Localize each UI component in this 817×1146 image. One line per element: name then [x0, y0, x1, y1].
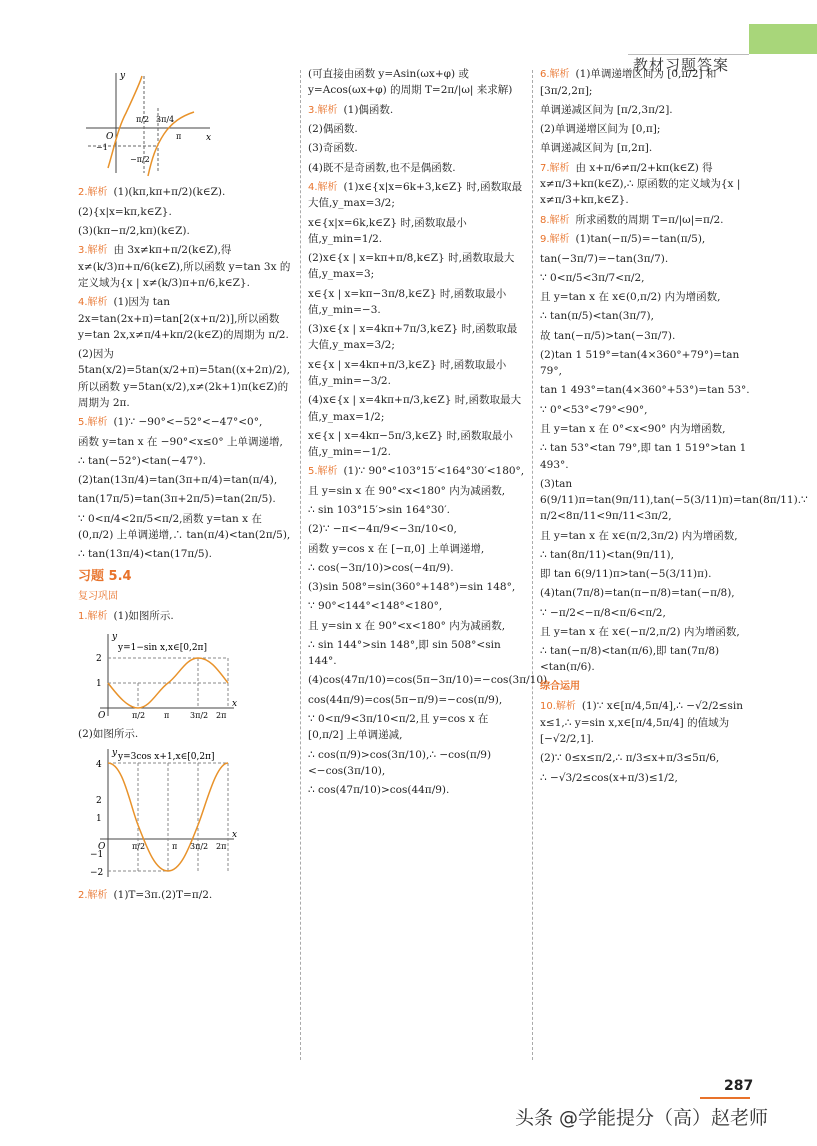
page-number: 287	[724, 1078, 754, 1094]
answer-text: ∴ sin 103°15′>sin 164°30′.	[308, 504, 450, 517]
subsection-title: 复习巩固	[78, 590, 118, 602]
answer-9	[540, 231, 758, 248]
answer-text: (3)tan 6(9/11)π=tan(9π/11),tan(−5(3/11)π)=tan(8π/11).∵ π/2<8π/11<9π/11<3π/2,	[540, 477, 808, 523]
answer-text: (4)x∈{x | x=4kπ+π/3,k∈Z} 时,函数取最大值,y_max=1/2;	[308, 394, 522, 423]
answer-text: 由 x+π/6≠π/2+kπ(k∈Z) 得 x≠π/3+kπ(k∈Z),∴ 原函数的定义域为{x | x≠π/3+kπ,k∈Z}.	[540, 161, 741, 207]
answer-text: x∈{x | x=kπ−3π/8,k∈Z} 时,函数取最小值,y_min=−3.	[308, 287, 507, 316]
answer-7	[540, 160, 758, 209]
answer-label: 3.解析	[308, 104, 338, 116]
answer-text: ∴ tan(π/5)<tan(3π/7),	[540, 310, 654, 323]
answer-label: 2.解析	[78, 889, 108, 901]
sine-graph	[78, 628, 238, 720]
answer-4	[78, 294, 296, 343]
answer-label: 9.解析	[540, 234, 570, 246]
answer-text: 单调递减区间为 [π,2π].	[540, 142, 653, 155]
tick-label: π	[176, 132, 182, 141]
answer-text: (3)奇函数.	[308, 142, 358, 155]
answer-text: ∴ tan(−52°)<tan(−47°).	[78, 454, 206, 467]
tick-label: 2π	[216, 710, 227, 720]
answer-label: 5.解析	[308, 466, 338, 478]
header-bar	[0, 24, 817, 74]
answer-text: tan 1 493°=tan(4×360°+53°)=tan 53°.	[540, 384, 750, 397]
answer-text: (1)∵ −90°<−52°<−47°<0°,	[113, 416, 263, 429]
tick-label: 3π/2	[190, 841, 209, 851]
answer-text: ∴ tan 53°<tan 79°,即 tan 1 519°>tan 1 493°.	[540, 442, 747, 471]
answer-label: 5.解析	[78, 417, 108, 429]
tick-label: 3π/2	[190, 710, 209, 720]
answer-text: (可直接由函数 y=Asin(ωx+φ) 或 y=Acos(ωx+φ) 的周期 T=2π/|ω| 来求解)	[308, 68, 513, 97]
exercise-2	[78, 887, 296, 904]
answer-text: (1)∵ x∈[π/4,5π/4],∴ −√2/2≤sin x≤1,∴ y=sin x,x∈[π/4,5π/4] 的值域为 [−√2/2,1].	[540, 700, 743, 745]
answer-label: 7.解析	[540, 162, 570, 174]
answer-label: 4.解析	[78, 297, 108, 309]
tick-label: 1	[96, 813, 102, 824]
answer-text: 所求函数的周期 T=π/|ω|=π/2.	[575, 213, 724, 226]
tick-label: π	[164, 710, 170, 720]
tick-label: 2π	[216, 841, 227, 851]
origin-label: O	[98, 841, 106, 852]
answer-text: (1)(kπ,kπ+π/2)(k∈Z).	[113, 186, 226, 198]
answer-text: ∴ tan(8π/11)<tan(9π/11),	[540, 548, 674, 561]
answer-text: (2)单调递增区间为 [0,π];	[540, 123, 661, 136]
graph-caption: y=1−sin x,x∈[0,2π]	[118, 642, 207, 653]
header-title: 教材习题答案	[632, 56, 729, 74]
answer-text: ∴ cos(−3π/10)>cos(−4π/9).	[308, 561, 454, 574]
answer-text: ∴ sin 144°>sin 148°,即 sin 508°<sin 144°.	[308, 638, 501, 668]
answer-text: 且 y=tan x 在 x∈(π/2,3π/2) 内为增函数,	[540, 529, 738, 542]
tick-label: −2	[90, 867, 104, 878]
tick-label: π/2	[136, 115, 150, 124]
answer-label: 4.解析	[308, 181, 338, 193]
answer-text: ∵ 0°<53°<79°<90°,	[540, 403, 648, 416]
answer-text: 由 3x≠kπ+π/2(k∈Z),得 x≠(k/3)π+π/6(k∈Z),所以函数 y=tan 3x 的定义域为{x | x≠(k/3)π+π/6,k∈Z}.	[78, 244, 291, 289]
answer-3	[78, 242, 296, 291]
answer-text: ∴ −√3/2≤cos(x+π/3)≤1/2,	[540, 771, 678, 784]
answer-3	[308, 102, 526, 119]
column-divider	[300, 70, 301, 1060]
tan-graph	[78, 68, 218, 178]
answer-text: (2)因为 5tan(x/2)=5tan(x/2+π)=5tan((x+2π)/2),所以函数 y=5tan(x/2),x≠(2k+1)π(k∈Z)的周期为 2π.	[78, 348, 290, 409]
answer-text: 且 y=tan x 在 0°<x<90° 内为增函数,	[540, 422, 726, 435]
tick-label: 2	[96, 653, 102, 664]
answer-8	[540, 212, 758, 229]
answer-text: x∈{x|x=6k,k∈Z} 时,函数取最小值,y_min=1/2.	[308, 216, 467, 245]
answer-text: ∵ 0<π/4<2π/5<π/2,函数 y=tan x 在 (0,π/2) 上单调递增,∴ tan(π/4)<tan(2π/5),	[78, 512, 291, 541]
axis-label-x: x	[232, 698, 238, 709]
answer-label: 10.解析	[540, 701, 576, 713]
header-accent	[749, 24, 817, 54]
header-rule	[628, 54, 749, 55]
section-title: 综合运用	[540, 680, 580, 692]
graph-caption: y=3cos x+1,x∈[0,2π]	[118, 751, 215, 762]
cosine-graph	[78, 745, 238, 881]
axis-label-y: y	[112, 747, 118, 758]
answer-text: (2)∵ −π<−4π/9<−3π/10<0,	[308, 523, 457, 536]
answer-label: 8.解析	[540, 214, 570, 226]
answer-label: 2.解析	[78, 187, 108, 198]
column-2	[308, 66, 551, 801]
answer-text: 且 y=sin x 在 90°<x<180° 内为减函数,	[308, 484, 506, 497]
tick-label: 2	[96, 795, 102, 806]
answer-text: (2)如图所示.	[78, 727, 139, 740]
answer-2	[78, 184, 296, 201]
answer-text: tan(17π/5)=tan(3π+2π/5)=tan(2π/5).	[78, 493, 276, 506]
answer-text: (2)x∈{x | x=kπ+π/8,k∈Z} 时,函数取最大值,y_max=3;	[308, 252, 515, 281]
answer-text: 即 tan 6(9/11)π>tan(−5(3/11)π).	[540, 568, 712, 581]
answer-text: (1)单调递增区间为 [0,π/2] 和 [3π/2,2π];	[540, 68, 717, 97]
column-divider	[532, 70, 533, 1060]
answer-label: 1.解析	[78, 611, 108, 623]
answer-text: ∵ 90°<144°<148°<180°,	[308, 600, 443, 613]
answer-text: (1)x∈{x|x=6k+3,k∈Z} 时,函数取最大值,y_max=3/2;	[308, 180, 523, 210]
answer-text: 单调递减区间为 [π/2,3π/2].	[540, 103, 673, 116]
answer-5	[78, 414, 296, 431]
answer-text: (1)∵ 90°<103°15′<164°30′<180°,	[343, 465, 525, 478]
answer-text: x∈{x | x=4kπ−5π/3,k∈Z} 时,函数取最小值,y_min=−1/2.	[308, 429, 513, 459]
answer-text: tan(−3π/7)=−tan(3π/7).	[540, 252, 669, 265]
answer-text: (1)T=3π.(2)T=π/2.	[113, 888, 213, 901]
answer-text: 函数 y=tan x 在 −90°<x≤0° 上单调递增,	[78, 435, 283, 448]
page-number-underline	[700, 1097, 750, 1099]
axis-label-x: x	[232, 829, 238, 840]
tick-label: 3π/4	[156, 115, 175, 124]
answer-text: ∴ tan(13π/4)<tan(17π/5).	[78, 548, 212, 561]
answer-text: 且 y=tan x 在 x∈(−π/2,π/2) 内为增函数,	[540, 625, 740, 638]
axis-label-x: x	[206, 133, 212, 143]
answer-text: (1)tan(−π/5)=−tan(π/5),	[575, 233, 706, 246]
watermark: 头条 @学能提分（高）赵老师	[515, 1107, 769, 1129]
answer-text: ∴ tan(−π/8)<tan(π/6),即 tan(7π/8)<tan(π/6).	[540, 645, 720, 674]
exercise-1	[78, 608, 296, 625]
answer-text: (4)tan(7π/8)=tan(π−π/8)=tan(−π/8),	[540, 587, 735, 600]
answer-text: 且 y=tan x 在 x∈(0,π/2) 内为增函数,	[540, 291, 721, 304]
axis-label-y: y	[120, 71, 126, 81]
answer-text: 函数 y=cos x 在 [−π,0] 上单调递增,	[308, 542, 485, 555]
answer-text: (2)∵ 0≤x≤π/2,∴ π/3≤x+π/3≤5π/6,	[540, 752, 720, 765]
answer-label: 3.解析	[78, 245, 108, 257]
answer-text: (1)如图所示.	[113, 610, 174, 623]
answer-text: (3)(kπ−π/2,kπ)(k∈Z).	[78, 224, 190, 237]
tick-label: −1	[96, 143, 108, 152]
origin-label: O	[106, 132, 114, 142]
answer-text: (4)cos(47π/10)=cos(5π−3π/10)=−cos(3π/10),	[308, 674, 551, 687]
section-title: 习题 5.4	[78, 568, 132, 584]
answer-text: cos(44π/9)=cos(5π−π/9)=−cos(π/9),	[308, 693, 503, 706]
answer-10	[540, 698, 758, 747]
answer-text: ∵ 0<π/9<3π/10<π/2,且 y=cos x 在 [0,π/2] 上单调递减,	[308, 713, 489, 742]
answer-text: (4)既不是奇函数,也不是偶函数.	[308, 161, 456, 174]
tick-label: −π/2	[130, 155, 150, 164]
tick-label: π/2	[132, 710, 146, 720]
answer-text: ∵ −π/2<−π/8<π/6<π/2,	[540, 606, 666, 619]
tick-label: π	[172, 841, 178, 851]
answer-text: (1)偶函数.	[343, 103, 394, 116]
tick-label: 4	[96, 759, 102, 770]
answer-text: (2){x|x=kπ,k∈Z}.	[78, 205, 172, 218]
answer-text: 故 tan(−π/5)>tan(−3π/7).	[540, 329, 676, 342]
answer-6	[540, 66, 758, 99]
tick-label: 1	[96, 678, 102, 689]
origin-label: O	[98, 710, 106, 720]
column-3	[540, 66, 808, 789]
axis-label-y: y	[112, 631, 118, 642]
answer-4	[308, 179, 526, 212]
tick-label: π/2	[132, 841, 146, 851]
answer-text: x∈{x | x=4kπ+π/3,k∈Z} 时,函数取最小值,y_min=−3/2.	[308, 358, 507, 387]
answer-text: (2)tan(13π/4)=tan(3π+π/4)=tan(π/4),	[78, 474, 278, 487]
answer-text: (3)sin 508°=sin(360°+148°)=sin 148°,	[308, 581, 516, 594]
answer-text: (3)x∈{x | x=4kπ+7π/3,k∈Z} 时,函数取最大值,y_max=3/2;	[308, 323, 518, 352]
column-1	[78, 66, 296, 906]
answer-text: (2)偶函数.	[308, 123, 358, 136]
answer-5	[308, 463, 526, 480]
answer-label: 6.解析	[540, 69, 570, 80]
answer-text: ∴ cos(π/9)>cos(3π/10),∴ −cos(π/9)<−cos(3π/10),	[308, 748, 492, 777]
tick-label: −1	[90, 849, 104, 860]
answer-text: (1)因为 tan 2x=tan(2x+π)=tan[2(x+π/2)],所以函数 y=tan 2x,x≠π/4+kπ/2(k∈Z)的周期为 π/2.	[78, 296, 289, 341]
answer-text: (2)tan 1 519°=tan(4×360°+79°)=tan 79°,	[540, 348, 740, 378]
answer-text: ∵ 0<π/5<3π/7<π/2,	[540, 271, 645, 284]
answer-text: ∴ cos(47π/10)>cos(44π/9).	[308, 784, 450, 797]
answer-text: 且 y=sin x 在 90°<x<180° 内为减函数,	[308, 619, 506, 632]
